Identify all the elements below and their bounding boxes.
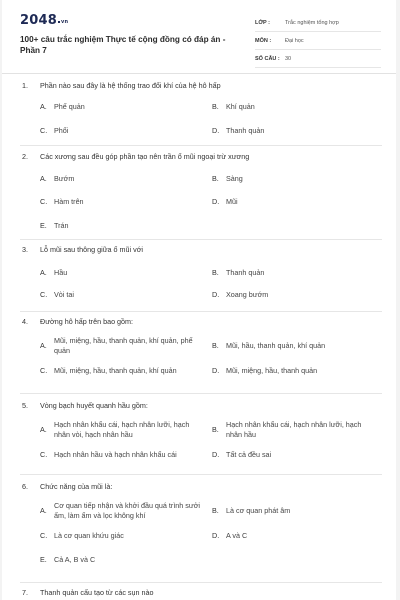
option-e[interactable]: E. Trán bbox=[40, 221, 69, 230]
site-logo[interactable] bbox=[20, 13, 68, 28]
meta-row-subject bbox=[255, 32, 381, 50]
meta-label: LỚP : bbox=[255, 19, 270, 26]
option-d[interactable]: D. Thanh quản bbox=[212, 126, 265, 135]
meta-label: SỐ CÂU : bbox=[255, 55, 280, 62]
option-c[interactable]: C. Phổi bbox=[40, 126, 69, 135]
option-a[interactable]: A. Mũi, miệng, hầu, thanh quản, khí quản, phế quản bbox=[40, 336, 193, 355]
option-e[interactable]: E. Cả A, B và C bbox=[40, 555, 96, 564]
question-text: 5. Vòng bạch huyết quanh hầu gồm: bbox=[22, 401, 148, 410]
option-c[interactable]: C. Là cơ quan khứu giác bbox=[40, 531, 124, 540]
option-d[interactable]: D. Tất cả đều sai bbox=[212, 450, 272, 459]
question-7 bbox=[22, 587, 382, 599]
meta-value: Đại học bbox=[285, 37, 304, 44]
meta-label: MÔN : bbox=[255, 37, 272, 44]
options bbox=[40, 336, 382, 394]
meta-row-count bbox=[255, 50, 381, 68]
options bbox=[40, 100, 382, 144]
document-title: 100+ câu trắc nghiệm Thực tế cộng đồng có đáp án - Phần 7 bbox=[20, 35, 226, 55]
document-meta bbox=[255, 14, 381, 68]
option-b[interactable]: B. Khí quản bbox=[212, 102, 255, 111]
options bbox=[40, 501, 382, 583]
option-b[interactable]: B. Thanh quản bbox=[212, 268, 265, 277]
options bbox=[40, 264, 382, 308]
option-d[interactable]: D. Mũi, miệng, hầu, thanh quản bbox=[212, 366, 318, 375]
question-text: 7. Thanh quản cấu tạo từ các sụn nào bbox=[22, 588, 154, 597]
divider bbox=[20, 393, 382, 394]
logo-suffix: vn bbox=[60, 19, 69, 25]
page-header bbox=[2, 0, 396, 74]
divider bbox=[20, 311, 382, 312]
divider bbox=[20, 582, 382, 583]
option-b[interactable]: B. Sàng bbox=[212, 174, 243, 183]
option-c[interactable]: C. Hàm trên bbox=[40, 197, 84, 206]
option-a[interactable]: A. Hầu bbox=[40, 268, 68, 277]
options bbox=[40, 420, 382, 476]
option-a[interactable]: A. Bướm bbox=[40, 174, 75, 183]
question-text: 3. Lỗ mũi sau thông giữa ổ mũi với bbox=[22, 245, 144, 254]
question-6 bbox=[22, 481, 382, 583]
document-page bbox=[2, 0, 396, 600]
option-c[interactable]: C. Mũi, miệng, hầu, thanh quản, khí quản bbox=[40, 366, 177, 375]
meta-row-class bbox=[255, 14, 381, 32]
option-d[interactable]: D. A và C bbox=[212, 531, 248, 540]
option-c[interactable]: C. Hạch nhân hầu và hạch nhân khẩu cái bbox=[40, 450, 177, 459]
meta-value: Trắc nghiệm tổng hợp bbox=[285, 19, 339, 26]
question-text: 2. Các xương sau đều góp phần tạo nên trần ổ mũi ngoại trừ xương bbox=[22, 152, 250, 161]
divider bbox=[20, 145, 382, 146]
option-b[interactable]: B. Hạch nhân khẩu cái, hạch nhân lưỡi, hạch nhân hầu bbox=[212, 420, 362, 439]
option-a[interactable]: A. Cơ quan tiếp nhận và khởi đầu quá trình sưởi ấm, làm ẩm và lọc không khí bbox=[40, 501, 201, 520]
meta-value: 30 bbox=[285, 55, 292, 62]
option-b[interactable]: B. Là cơ quan phát âm bbox=[212, 506, 291, 515]
option-a[interactable]: A. Hạch nhân khẩu cái, hạch nhân lưỡi, hạch nhân vòi, hạch nhân hầu bbox=[40, 420, 190, 439]
option-d[interactable]: D. Xoang bướm bbox=[212, 290, 269, 299]
question-text: 6. Chức năng của mũi là: bbox=[22, 482, 113, 491]
logo-text: 2048 bbox=[20, 13, 57, 28]
option-b[interactable]: B. Mũi, hầu, thanh quản, khí quản bbox=[212, 341, 326, 350]
divider bbox=[20, 239, 382, 240]
question-text: 1. Phần nào sau đây là hệ thống trao đổi khí của hệ hô hấp bbox=[22, 81, 221, 90]
option-d[interactable]: D. Mũi bbox=[212, 197, 238, 206]
question-3 bbox=[22, 244, 382, 308]
option-c[interactable]: C. Vòi tai bbox=[40, 290, 74, 299]
question-5 bbox=[22, 400, 382, 476]
question-4 bbox=[22, 316, 382, 394]
question-2 bbox=[22, 151, 382, 241]
question-1 bbox=[22, 80, 382, 144]
question-text: 4. Đường hô hấp trên bao gồm: bbox=[22, 317, 134, 326]
options bbox=[40, 171, 382, 241]
option-a[interactable]: A. Phế quản bbox=[40, 102, 85, 111]
divider bbox=[20, 474, 382, 475]
